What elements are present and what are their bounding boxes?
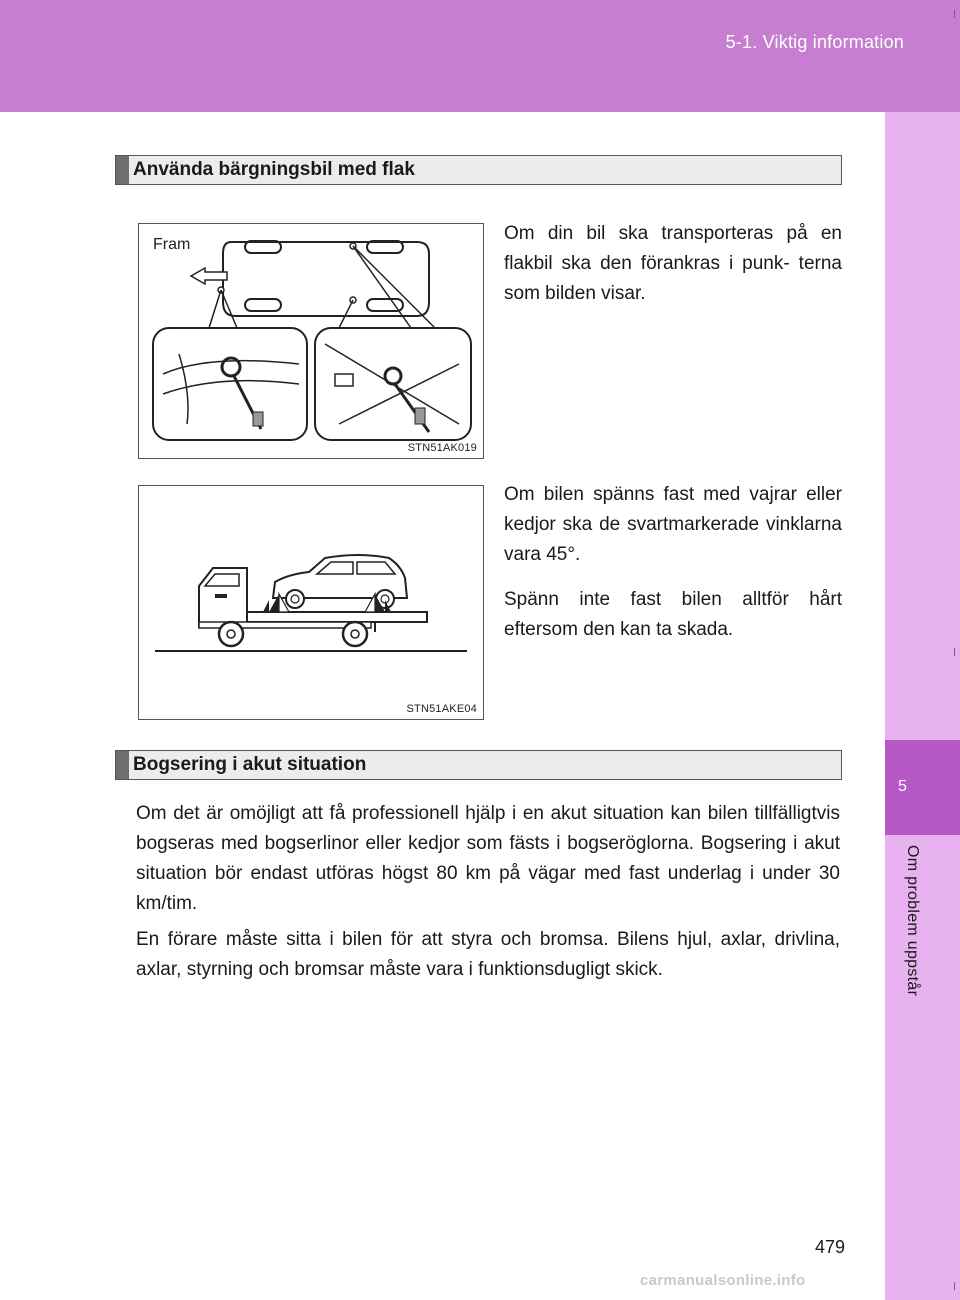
- figure-code: STN51AKE04: [406, 703, 477, 715]
- section-heading-emergency-towing: [115, 750, 842, 780]
- figure-code: STN51AK019: [407, 442, 477, 454]
- overtighten-warning-text: Spänn inte fast bilen alltför hårt eftersom den kan ta skada.: [504, 589, 842, 640]
- header-band: [0, 0, 960, 112]
- tie-down-illustration: [139, 224, 485, 460]
- watermark: carmanualsonline.info: [640, 1272, 806, 1289]
- section-breadcrumb: 5-1. Viktig information: [725, 32, 904, 52]
- section-heading-flatbed: [115, 155, 842, 185]
- side-tab-background: [885, 112, 960, 740]
- page-number: 479: [815, 1237, 846, 1257]
- truck-transport-figure: [138, 485, 484, 720]
- heading-marker: [116, 751, 129, 779]
- section-heading-text: Bogsering i akut situation: [133, 754, 367, 775]
- crop-mark: [954, 1282, 955, 1290]
- chapter-number: 5: [898, 778, 907, 795]
- emergency-towing-paragraph: Om det är omöjligt att få professionell hjälp i en akut situation kan bilen tillfälligtvis bogseras med bogserlinor eller kedjor som fästs i bogseröglorna. Bogsering i akut situation bör endast utföras högst 80 km på vägar med fast underlag i under 30 km/tim.: [136, 803, 840, 914]
- wire-angle-text: Om bilen spänns fast med vajrar eller kedjor ska de svartmarkerade vinklarna vara 45°.: [504, 484, 842, 565]
- crop-mark: [954, 10, 955, 18]
- truck-illustration: [139, 486, 485, 721]
- chapter-title: Om problem uppstår: [904, 845, 921, 997]
- section-heading-text: Använda bärgningsbil med flak: [133, 159, 415, 180]
- tie-down-points-figure: [138, 223, 484, 459]
- front-direction-label: Fram: [153, 236, 191, 253]
- flatbed-instruction-text: Om din bil ska transporteras på en flakbil ska den förankras i punk- terna som bilden visar.: [504, 223, 842, 304]
- crop-mark: [954, 648, 955, 656]
- driver-requirement-paragraph: En förare måste sitta i bilen för att styra och bromsa. Bilens hjul, axlar, drivlina, axlar, styrning och bromsar måste vara i funktionsdugligt skick.: [136, 929, 840, 980]
- heading-marker: [116, 156, 129, 184]
